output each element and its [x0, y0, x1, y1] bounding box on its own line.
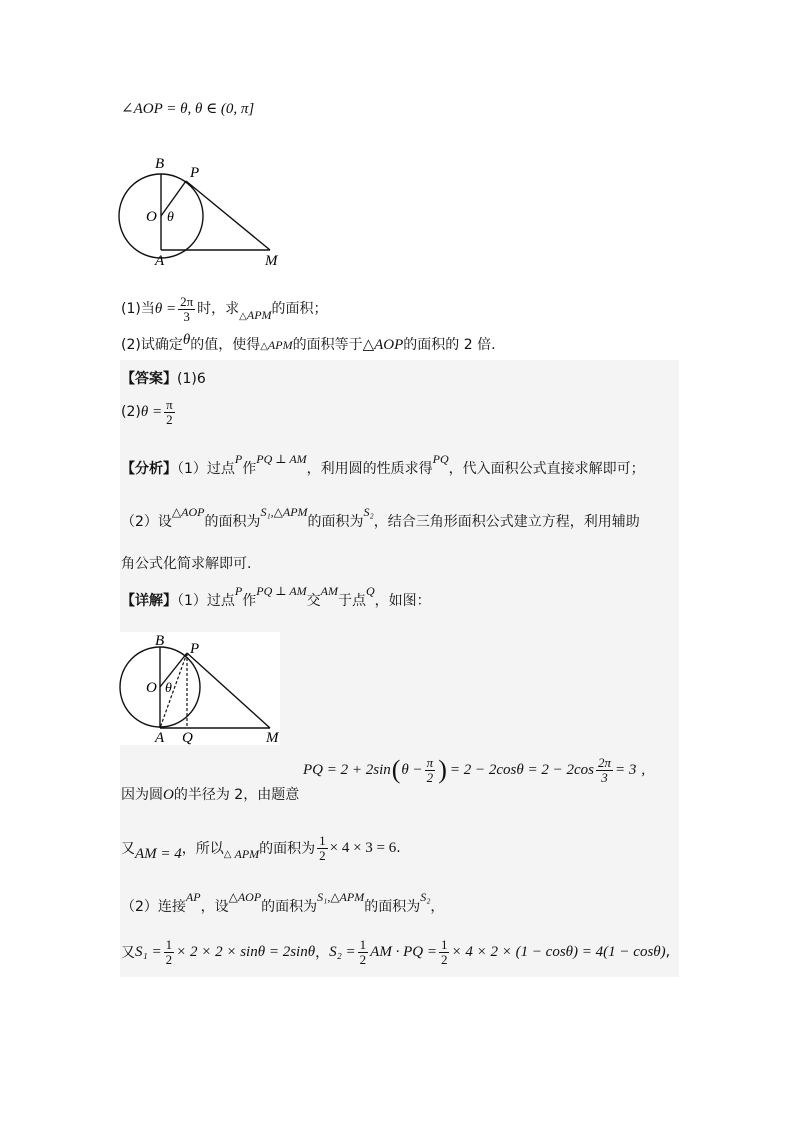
am-a: 又: [121, 841, 135, 858]
question-2: [121, 334, 496, 354]
s-den1: 2: [165, 951, 173, 967]
detail-l1-p: P: [234, 584, 243, 598]
detail-l1-d: 于点: [337, 593, 366, 609]
connect-b: ，设: [200, 899, 229, 915]
q2-apm: APM: [267, 338, 293, 352]
analysis-p1-c: ，利用圆的性质求得: [306, 461, 433, 477]
label-p: P: [190, 641, 200, 657]
analysis-p2-d: ，结合三角形面积公式建立方程，利用辅助: [373, 514, 640, 530]
analysis-tag: 【分析】: [121, 461, 177, 477]
analysis-p2-s1: S₁,△APM: [260, 505, 308, 519]
analysis-p1-pq2: PQ: [432, 452, 449, 466]
question-1: [121, 295, 328, 323]
pq-eq-a: PQ = 2 + 2sin: [303, 761, 391, 778]
am-end: .: [396, 840, 401, 857]
am-fraction: [317, 834, 328, 862]
am-apm: APM: [234, 846, 260, 861]
s-num3: 1: [440, 937, 448, 952]
s-den3: 2: [440, 951, 448, 967]
label-b: B: [155, 633, 165, 649]
q1-num: 2π: [180, 294, 194, 309]
label-m: M: [266, 730, 279, 746]
pq-eq-end: ,: [641, 761, 646, 778]
analysis-line-3: 角公式化简求解即可.: [121, 556, 252, 572]
answer-line-2: [121, 398, 177, 426]
connect-e: ，: [430, 899, 445, 915]
am-c: 的面积为: [259, 841, 316, 858]
detail-line-1: [121, 584, 431, 610]
s-s2b: AM · PQ =: [370, 943, 437, 960]
am-den: 2: [319, 847, 326, 863]
answer-line-1: [121, 368, 206, 388]
s-line: [121, 938, 670, 966]
answer-2-theta: θ =: [140, 404, 163, 421]
detail-tag: 【详解】: [121, 593, 177, 609]
s-frac2: [358, 938, 369, 966]
label-a: A: [155, 730, 165, 746]
q2-mid2: 的面积等于: [292, 337, 363, 353]
am-triangle: △: [223, 848, 232, 860]
answer-1: (1)6: [177, 371, 206, 387]
analysis-p2-a: （2）设: [121, 514, 172, 530]
q1-triangle: △: [239, 311, 247, 323]
s-s1b: × 2 × 2 × sinθ = 2sinθ: [176, 943, 316, 960]
detail-l1-e: ，如图：: [374, 593, 431, 609]
label-o: O: [146, 209, 157, 225]
label-p: P: [190, 165, 200, 181]
radius-a: 因为圆: [121, 787, 163, 803]
analysis-p2-aop: △AOP: [171, 505, 205, 519]
q1-theta: θ =: [154, 301, 177, 318]
pq-equation: PQ = 2 + 2sin ( θ − $\frac{\pi}{2}$ ) = 2 − 2cosθ = 2 − 2cos $\frac{2\pi}{3}$ = 3 ,: [303, 754, 646, 785]
radius-b: 的半径为 2，由题意: [173, 787, 300, 803]
label-a: A: [155, 253, 165, 269]
q1-den: 3: [183, 308, 190, 324]
analysis-p2-c: 的面积为: [307, 514, 364, 530]
analysis-p1-a: （1）过点: [177, 461, 235, 477]
top-formula: ∠AOP = θ, θ ∈ (0, π]: [121, 101, 255, 117]
analysis-p1-p: P: [234, 452, 243, 466]
pq-eq-2: 2: [426, 769, 434, 785]
pq-eq-pi: π: [426, 754, 434, 770]
q2-mid: 的值，使得: [190, 337, 261, 353]
detail-l1-a: （1）过点: [177, 593, 235, 609]
am-num: 1: [319, 833, 326, 848]
label-o: O: [146, 680, 157, 696]
answer-2-fraction: [164, 398, 175, 426]
q2-triangle: △: [260, 341, 268, 352]
answer-tag: 【答案】: [121, 371, 177, 387]
connect-s1: S₁,△APM: [317, 890, 365, 904]
s-s2c: × 4 × 2 × (1 − cosθ) = 4(1 − cosθ): [451, 943, 666, 960]
figure-2-circle-diagram: [118, 632, 298, 748]
label-b: B: [155, 156, 165, 172]
analysis-p2-s2: S₂: [363, 505, 374, 519]
q2-theta: θ: [182, 332, 191, 348]
detail-l1-b: 作: [242, 593, 257, 609]
answer-2-den: 2: [166, 411, 173, 427]
q1-apm: APM: [246, 308, 272, 323]
analysis-line-2: [121, 505, 640, 531]
s-num1: 1: [165, 937, 173, 952]
pq-eq-3: 3: [601, 769, 608, 785]
q2-suffix: 的面积的 2 倍.: [403, 337, 496, 353]
radius-text: [121, 784, 299, 804]
q2-prefix: (2)试确定: [121, 337, 183, 353]
analysis-p1-d: ，代入面积公式直接求解即可；: [448, 461, 645, 477]
answer-2-num: π: [166, 397, 173, 412]
label-m: M: [265, 253, 278, 269]
pq-eq-theta: θ −: [401, 761, 423, 778]
s-sep: ，: [315, 945, 330, 962]
segment-pm: [186, 181, 270, 250]
connect-s2: S₂: [420, 890, 431, 904]
detail-l1-q: Q: [365, 584, 375, 598]
analysis-p1-pq: PQ ⊥ AM: [256, 452, 307, 466]
connect-d: 的面积为: [364, 899, 421, 915]
s-frac1: [164, 938, 175, 966]
radius-o: O: [163, 787, 174, 803]
pq-eq-2pi: 2π: [597, 754, 611, 770]
s-s2: S₂ =: [329, 943, 356, 960]
s-a: 又: [121, 945, 135, 962]
connect-ap: AP: [185, 890, 201, 904]
am-b: ，所以: [181, 841, 224, 858]
q1-prefix: (1)当: [121, 301, 155, 318]
s-frac3: [439, 938, 450, 966]
s-num2: 1: [359, 937, 367, 952]
q2-aop: △AOP: [362, 337, 404, 353]
detail-l1-am: AM: [320, 584, 338, 598]
label-theta: θ: [167, 210, 174, 225]
detail-l1-c: 交: [306, 593, 321, 609]
pq-eq-b: = 2 − 2cosθ = 2 − 2cos: [449, 761, 594, 778]
q1-fraction: [178, 295, 195, 323]
connect-aop: △AOP: [228, 890, 262, 904]
pq-eq-2pi-frac: [596, 756, 613, 784]
s-den2: 2: [359, 951, 367, 967]
label-q: Q: [182, 730, 193, 746]
analysis-p2-b: 的面积为: [204, 514, 261, 530]
figure-1-circle-diagram: [115, 150, 295, 270]
q1-suffix: 的面积；: [271, 301, 328, 318]
label-theta: θ: [165, 681, 172, 696]
pq-eq-c: = 3: [614, 761, 637, 778]
am-eq: × 4 × 3 = 6: [329, 839, 397, 856]
am-value: AM = 4: [135, 845, 182, 862]
answer-2-prefix: (2): [121, 404, 141, 421]
analysis-line-1: [121, 452, 645, 478]
s-s1: S₁ =: [135, 943, 162, 960]
analysis-p1-b: 作: [242, 461, 257, 477]
detail-l1-pq: PQ ⊥ AM: [256, 584, 307, 598]
connect-a: （2）连接: [121, 899, 186, 915]
am-line: [121, 834, 401, 862]
connect-line: [121, 890, 445, 916]
pq-eq-pi-frac: [425, 756, 436, 784]
s-end: ,: [665, 944, 671, 961]
connect-c: 的面积为: [261, 899, 318, 915]
q1-mid: 时，求: [197, 301, 240, 318]
